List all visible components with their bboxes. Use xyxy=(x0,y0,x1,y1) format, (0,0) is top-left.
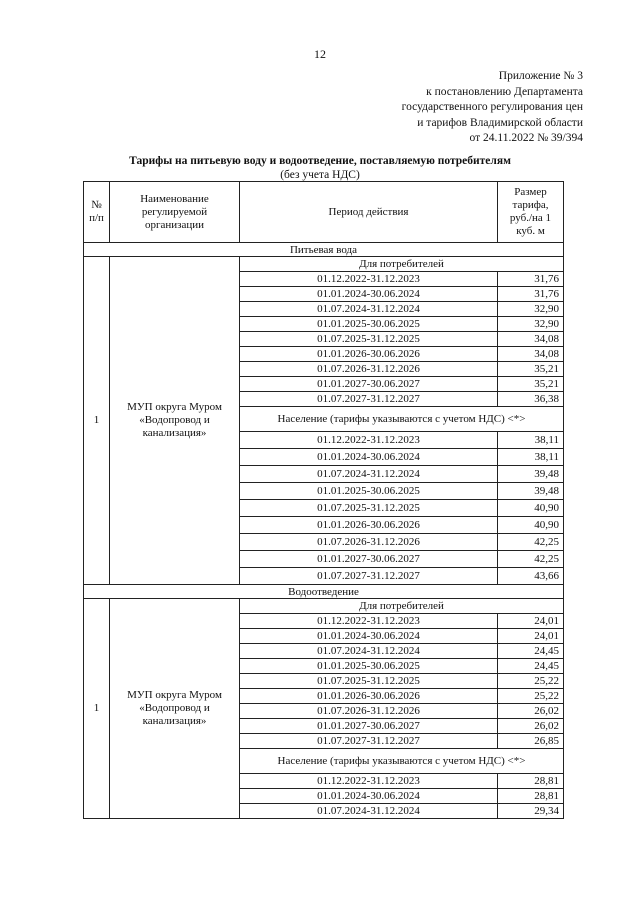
tariff-cell: 34,08 xyxy=(498,332,564,347)
period-cell: 01.01.2026-30.06.2026 xyxy=(240,689,498,704)
period-cell: 01.01.2026-30.06.2026 xyxy=(240,347,498,362)
header-period: Период действия xyxy=(240,182,498,243)
tariff-cell: 34,08 xyxy=(498,347,564,362)
tariff-cell: 26,02 xyxy=(498,719,564,734)
tariff-cell: 31,76 xyxy=(498,287,564,302)
appendix-line: Приложение № 3 xyxy=(498,70,583,82)
period-cell: 01.07.2024-31.12.2024 xyxy=(240,644,498,659)
period-cell: 01.07.2026-31.12.2026 xyxy=(240,704,498,719)
appendix-line: государственного регулирования цен xyxy=(401,101,583,113)
tariff-cell: 35,21 xyxy=(498,377,564,392)
section-row xyxy=(84,585,564,599)
period-cell: 01.07.2027-31.12.2027 xyxy=(240,568,498,585)
period-cell: 01.12.2022-31.12.2023 xyxy=(240,774,498,789)
period-cell: 01.01.2025-30.06.2025 xyxy=(240,483,498,500)
tariff-cell: 38,11 xyxy=(498,432,564,449)
category-label: Население (тарифы указываются с учетом НДС) <*> xyxy=(240,407,564,432)
header-org: Наименование регулируемой организации xyxy=(110,182,240,243)
tariff-cell: 25,22 xyxy=(498,674,564,689)
tariff-cell: 31,76 xyxy=(498,272,564,287)
tariff-cell: 38,11 xyxy=(498,449,564,466)
category-label: Население (тарифы указываются с учетом НДС) <*> xyxy=(240,749,564,774)
category-row xyxy=(84,599,564,614)
page-number: 12 xyxy=(314,47,326,61)
organization-name: МУП округа Муром «Водопровод и канализация» xyxy=(110,599,240,819)
tariff-cell: 43,66 xyxy=(498,568,564,585)
tariff-cell: 28,81 xyxy=(498,789,564,804)
category-row xyxy=(84,257,564,272)
appendix-line: и тарифов Владимирской области xyxy=(417,116,583,129)
period-cell: 01.01.2025-30.06.2025 xyxy=(240,317,498,332)
period-cell: 01.01.2025-30.06.2025 xyxy=(240,659,498,674)
period-cell: 01.07.2025-31.12.2025 xyxy=(240,500,498,517)
period-cell: 01.01.2024-30.06.2024 xyxy=(240,449,498,466)
category-label: Для потребителей xyxy=(240,599,564,614)
tariff-cell: 24,01 xyxy=(498,614,564,629)
row-number: 1 xyxy=(84,599,110,819)
period-cell: 01.07.2025-31.12.2025 xyxy=(240,674,498,689)
period-cell: 01.07.2026-31.12.2026 xyxy=(240,362,498,377)
tariff-cell: 32,90 xyxy=(498,302,564,317)
section-title: Питьевая вода xyxy=(84,243,564,257)
row-number: 1 xyxy=(84,257,110,585)
tariff-cell: 26,85 xyxy=(498,734,564,749)
tariff-cell: 24,45 xyxy=(498,644,564,659)
appendix-block xyxy=(402,69,583,147)
period-cell: 01.01.2024-30.06.2024 xyxy=(240,629,498,644)
period-cell: 01.07.2024-31.12.2024 xyxy=(240,302,498,317)
period-cell: 01.07.2027-31.12.2027 xyxy=(240,392,498,407)
section-row xyxy=(84,243,564,257)
tariff-table xyxy=(83,181,564,819)
period-cell: 01.01.2027-30.06.2027 xyxy=(240,551,498,568)
period-cell: 01.07.2024-31.12.2024 xyxy=(240,804,498,819)
tariff-cell: 28,81 xyxy=(498,774,564,789)
period-cell: 01.12.2022-31.12.2023 xyxy=(240,272,498,287)
tariff-cell: 29,34 xyxy=(498,804,564,819)
period-cell: 01.01.2024-30.06.2024 xyxy=(240,287,498,302)
period-cell: 01.07.2024-31.12.2024 xyxy=(240,466,498,483)
organization-name: МУП округа Муром «Водопровод и канализация» xyxy=(110,257,240,585)
period-cell: 01.12.2022-31.12.2023 xyxy=(240,432,498,449)
appendix-line: от 24.11.2022 № 39/394 xyxy=(469,132,583,144)
period-cell: 01.01.2024-30.06.2024 xyxy=(240,789,498,804)
header-num: № п/п xyxy=(84,182,110,243)
period-cell: 01.07.2026-31.12.2026 xyxy=(240,534,498,551)
tariff-cell: 32,90 xyxy=(498,317,564,332)
period-cell: 01.07.2027-31.12.2027 xyxy=(240,734,498,749)
tariff-cell: 42,25 xyxy=(498,534,564,551)
tariff-cell: 39,48 xyxy=(498,483,564,500)
category-label: Для потребителей xyxy=(240,257,564,272)
tariff-cell: 25,22 xyxy=(498,689,564,704)
tariff-cell: 40,90 xyxy=(498,517,564,534)
document-title: Тарифы на питьевую воду и водоотведение, поставляемую потребителям xyxy=(129,155,511,167)
period-cell: 01.01.2027-30.06.2027 xyxy=(240,719,498,734)
header-size: Размер тарифа, руб./на 1 куб. м xyxy=(498,182,564,243)
period-cell: 01.01.2027-30.06.2027 xyxy=(240,377,498,392)
tariff-cell: 36,38 xyxy=(498,392,564,407)
period-cell: 01.01.2026-30.06.2026 xyxy=(240,517,498,534)
tariff-cell: 42,25 xyxy=(498,551,564,568)
tariff-cell: 35,21 xyxy=(498,362,564,377)
tariff-cell: 24,45 xyxy=(498,659,564,674)
period-cell: 01.07.2025-31.12.2025 xyxy=(240,332,498,347)
section-title: Водоотведение xyxy=(84,585,564,599)
period-cell: 01.12.2022-31.12.2023 xyxy=(240,614,498,629)
tariff-cell: 39,48 xyxy=(498,466,564,483)
appendix-line: к постановлению Департамента xyxy=(426,85,583,98)
document-subtitle: (без учета НДС) xyxy=(280,169,360,181)
tariff-cell: 24,01 xyxy=(498,629,564,644)
table-header-row xyxy=(84,182,564,243)
tariff-cell: 40,90 xyxy=(498,500,564,517)
tariff-cell: 26,02 xyxy=(498,704,564,719)
